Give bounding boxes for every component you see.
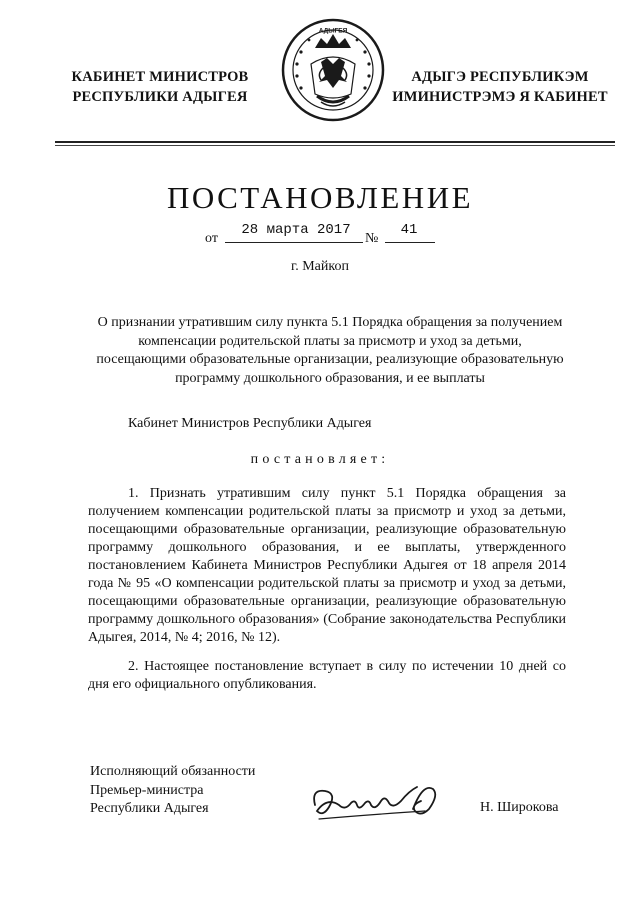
signatory-title (90, 763, 255, 819)
number-underline (385, 242, 435, 243)
date-underline (225, 242, 363, 243)
header-divider-thick (55, 141, 615, 143)
preamble: Кабинет Министров Республики Адыгея (128, 416, 372, 431)
document-number: 41 (400, 222, 418, 238)
header-divider-thin (55, 145, 615, 146)
document-title: ПОСТАНОВЛЕНИЕ (166, 180, 474, 215)
signer-name: Н. Широкова (480, 800, 559, 815)
signatory-line-2: Премьер-министра (90, 782, 204, 798)
issuer-adyghe-line-2: ИМИНИСТРЭМЭ Я КАБИНЕТ (392, 89, 608, 105)
issuer-adyghe-line-1: АДЫГЭ РЕСПУБЛИКЭМ (411, 69, 589, 85)
clause-2: 2. Настоящее постановление вступает в силу по истечении 10 дней со дня его официального опубликования. (88, 659, 566, 692)
coat-of-arms-emblem-icon (281, 18, 385, 122)
signatory-line-3: Республики Адыгея (90, 801, 209, 816)
issuer-line-2: РЕСПУБЛИКИ АДЫГЕЯ (72, 89, 248, 105)
issuer-line-1: КАБИНЕТ МИНИСТРОВ (71, 69, 249, 85)
date-number-line (205, 222, 445, 244)
issuer-name-russian (55, 67, 265, 107)
city: г. Майкоп (291, 259, 349, 274)
issuer-name-adyghe (385, 67, 615, 107)
signatory-line-1: Исполняющий обязанности (90, 764, 256, 779)
handwritten-signature-icon (305, 775, 445, 835)
document-date: 28 марта 2017 (241, 222, 351, 238)
clause-1: 1. Признать утратившим силу пункт 5.1 Порядка обращения за получением компенсации родительской платы за присмотр и уход за детьми, посещающими образовательные организации, реализующие образовательную программу дошкольного образования, и ее выплаты, утвержденного постановлением Кабинета Министров Республики Адыгея от 18 апреля 2014 года № 95 «О компенсации родительской платы за присмотр и уход за детьми, посещающими образовательные организации, реализующие образовательную программу дошкольного образования» (Собрание законодательства Республики Адыгея, 2014, № 4; 2016, № 12). (88, 486, 566, 645)
date-prefix: от (205, 231, 218, 246)
number-sign: № (365, 231, 379, 246)
document-subject: О признании утратившим силу пункта 5.1 Порядка обращения за получением компенсации родительской платы за присмотр и уход за детьми, посещающими образовательные организации, реализующие образовательную программу дошкольного образования, и ее выплаты (96, 315, 564, 386)
resolves-heading: постановляет: (250, 452, 390, 467)
emblem-text: АДЫГЕЯ (318, 27, 348, 35)
